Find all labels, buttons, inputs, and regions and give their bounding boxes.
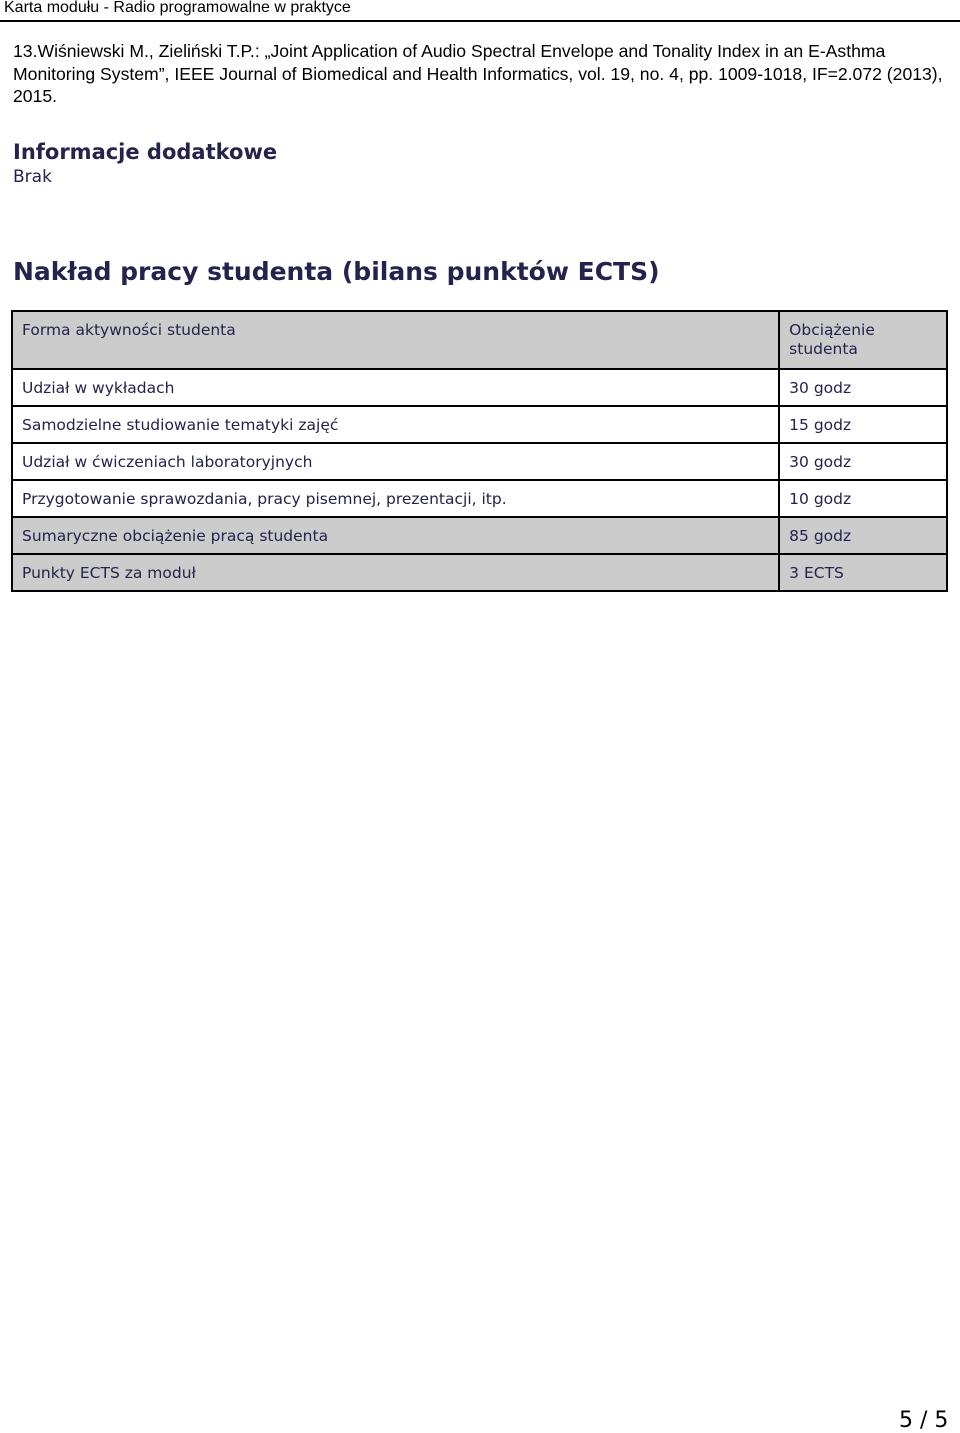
table-row [12, 443, 947, 480]
table-row [12, 406, 947, 443]
additional-info-body: Brak [13, 167, 52, 187]
activity-cell: Udział w ćwiczeniach laboratoryjnych [12, 443, 779, 480]
additional-info-heading: Informacje dodatkowe [13, 140, 278, 164]
page-header [0, 0, 960, 22]
activity-cell: Udział w wykładach [12, 369, 779, 406]
load-cell: 30 godz [779, 443, 947, 480]
activity-cell: Punkty ECTS za moduł [12, 554, 779, 591]
load-cell: 30 godz [779, 369, 947, 406]
table-row-ects-points [12, 554, 947, 591]
activity-cell: Samodzielne studiowanie tematyki zajęć [12, 406, 779, 443]
workload-table [11, 310, 948, 592]
table-header-row [12, 311, 947, 369]
activity-cell: Sumaryczne obciążenie pracą studenta [12, 517, 779, 554]
table-row-total-hours [12, 517, 947, 554]
page-number: 5 / 5 [899, 1408, 949, 1433]
module-card-title: Karta modułu - Radio programowalne w praktyce [4, 0, 351, 16]
load-cell: 3 ECTS [779, 554, 947, 591]
load-cell: 10 godz [779, 480, 947, 517]
load-cell: 85 godz [779, 517, 947, 554]
table-row [12, 369, 947, 406]
bibliography-entry: 13.Wiśniewski M., Zieliński T.P.: „Joint Application of Audio Spectral Envelope and Tonality Index in an E-Asthma Monitoring System”, IEEE Journal of Biomedical and Health Informatics, vol. 19, no. 4, pp. 1009-1018, IF=2.072 (2013), 2015. [13, 41, 943, 106]
workload-heading: Nakład pracy studenta (bilans punktów ECTS) [13, 257, 660, 286]
header-load-cell: Obciążenie studenta [779, 311, 947, 369]
activity-cell: Przygotowanie sprawozdania, pracy pisemnej, prezentacji, itp. [12, 480, 779, 517]
table-row [12, 480, 947, 517]
load-cell: 15 godz [779, 406, 947, 443]
header-activity-cell: Forma aktywności studenta [12, 311, 779, 369]
